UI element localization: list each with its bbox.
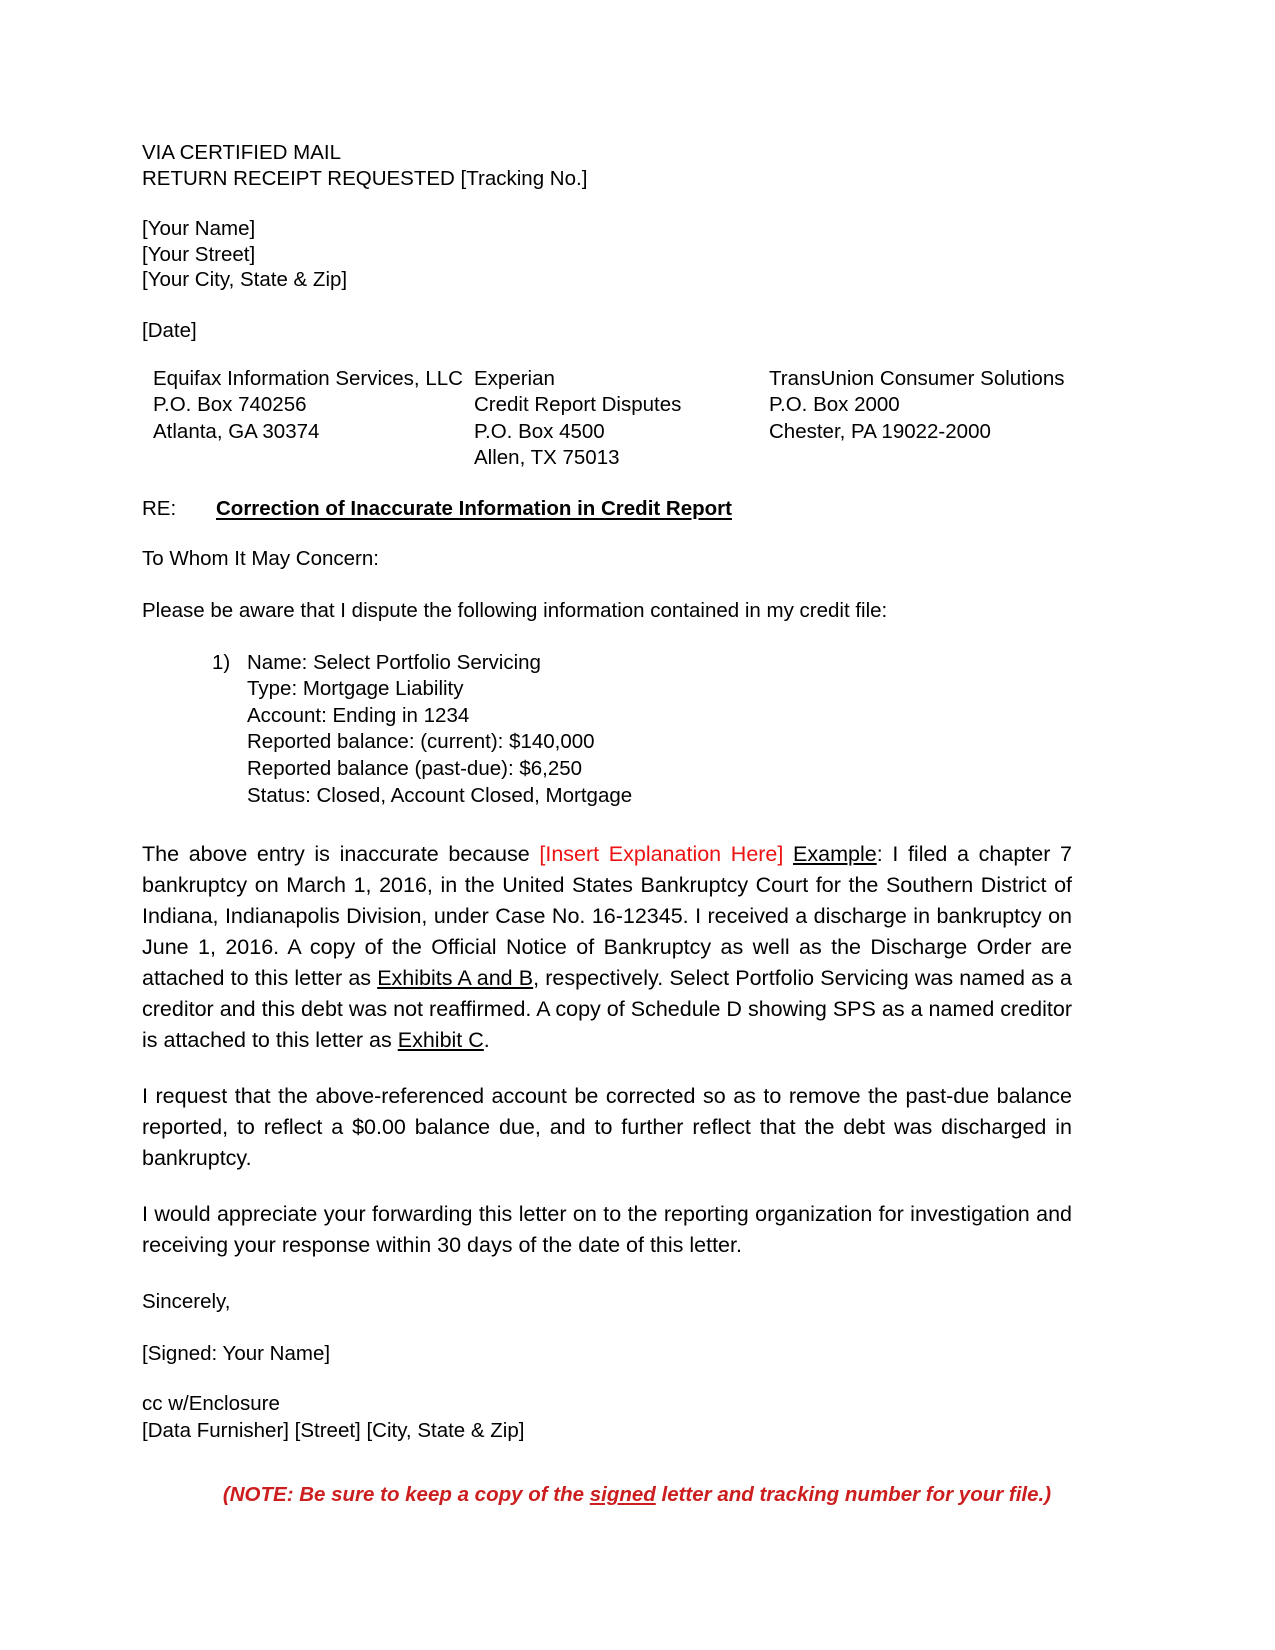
sender-street: [Your Street] <box>142 242 256 266</box>
re-label: RE: <box>142 496 177 520</box>
sender-city-state-zip: [Your City, State & Zip] <box>142 268 348 292</box>
explanation-space <box>783 842 793 866</box>
request-paragraph: I request that the above-referenced account be corrected so as to remove the past-due balance reported, to reflect a $0.00 balance due, and to further reflect that the debt was discharged in bankruptcy. <box>142 1084 1072 1171</box>
dispute-balance-current: Reported balance: (current): $140,000 <box>247 730 595 754</box>
exhibit-c-reference: Exhibit C <box>397 1028 484 1053</box>
agency-name: TransUnion Consumer Solutions <box>769 366 1065 390</box>
cc-enclosure-line: cc w/Enclosure <box>142 1392 280 1416</box>
dispute-status: Status: Closed, Account Closed, Mortgage <box>247 783 633 807</box>
note-part2: letter and tracking number for your file.) <box>655 1483 1052 1507</box>
intro-paragraph: Please be aware that I dispute the following information contained in my credit file: <box>142 598 888 622</box>
list-item <box>212 650 1072 810</box>
sender-name: [Your Name] <box>142 217 256 241</box>
example-label: Example <box>793 842 877 867</box>
explanation-paragraph <box>142 839 1072 1056</box>
mailing-header <box>142 140 1072 191</box>
re-subject: Correction of Inaccurate Information in Credit Report <box>216 496 732 520</box>
note-part1: (NOTE: Be sure to keep a copy of the <box>222 1483 590 1507</box>
agency-line-2: P.O. Box 740256 <box>153 393 307 417</box>
forwarding-paragraph: I would appreciate your forwarding this letter on to the reporting organization for investigation and receiving your response within 30 days of the date of this letter. <box>142 1202 1072 1258</box>
return-receipt-line: RETURN RECEIPT REQUESTED [Tracking No.] <box>142 166 588 190</box>
sender-address-block <box>142 216 1072 293</box>
exhibit-a-and-b-reference: Exhibits A and B <box>377 966 534 991</box>
date-placeholder: [Date] <box>142 318 197 342</box>
explanation-part2: , respectively. Select Portfolio Servicing was named as a creditor and this debt was not reaffirmed. A copy of Schedule D showing SPS as a named creditor is attached to this letter as <box>142 966 1072 1053</box>
spacer <box>142 293 1072 318</box>
dispute-name: Name: Select Portfolio Servicing <box>247 650 541 674</box>
agency-line-3: P.O. Box 4500 <box>474 419 605 443</box>
footer-note <box>142 1482 1072 1508</box>
agency-line-4: Allen, TX 75013 <box>474 446 620 470</box>
spacer <box>142 191 1072 216</box>
signature-placeholder: [Signed: Your Name] <box>142 1342 331 1366</box>
closing-salutation: Sincerely, <box>142 1290 231 1314</box>
explanation-part1: : I filed a chapter 7 bankruptcy on March 1, 2016, in the United States Bankruptcy Court for the Southern District of Indiana, Indianapolis Division, under Case No. 16-12345. I received a discharge in bankruptcy on June 1, 2016. A copy of the Official Notice of Bankruptcy as well as the Discharge Order are attached to this letter as <box>142 842 1072 991</box>
note-emphasis-signed: signed <box>589 1483 656 1507</box>
agency-line-2: Credit Report Disputes <box>474 393 682 417</box>
agency-equifax <box>153 366 463 446</box>
agency-line-2: P.O. Box 2000 <box>769 393 900 417</box>
agency-experian <box>474 366 681 472</box>
explanation-lead: The above entry is inaccurate because <box>142 842 540 867</box>
agency-line-3: Chester, PA 19022-2000 <box>769 419 991 443</box>
list-item-number: 1) <box>212 650 231 674</box>
date-block <box>142 318 1072 344</box>
insert-explanation-placeholder: [Insert Explanation Here] <box>539 842 784 867</box>
dispute-balance-past-due: Reported balance (past-due): $6,250 <box>247 756 583 780</box>
salutation: To Whom It May Concern: <box>142 546 379 570</box>
agency-transunion <box>769 366 1065 446</box>
dispute-type: Type: Mortgage Liability <box>247 677 464 701</box>
cc-data-furnisher-line: [Data Furnisher] [Street] [City, State & Zip] <box>142 1418 525 1442</box>
cc-block <box>142 1391 1072 1444</box>
agency-name: Equifax Information Services, LLC <box>153 366 463 390</box>
explanation-part3: . <box>483 1028 490 1053</box>
dispute-account: Account: Ending in 1234 <box>247 703 470 727</box>
letter-body <box>142 140 1072 1508</box>
agency-line-3: Atlanta, GA 30374 <box>153 419 320 443</box>
via-certified-mail-line: VIA CERTIFIED MAIL <box>142 141 341 164</box>
agency-name: Experian <box>474 366 555 390</box>
credit-bureau-address-columns <box>142 366 1072 476</box>
dispute-list <box>212 650 1072 810</box>
subject-line <box>142 496 1072 522</box>
